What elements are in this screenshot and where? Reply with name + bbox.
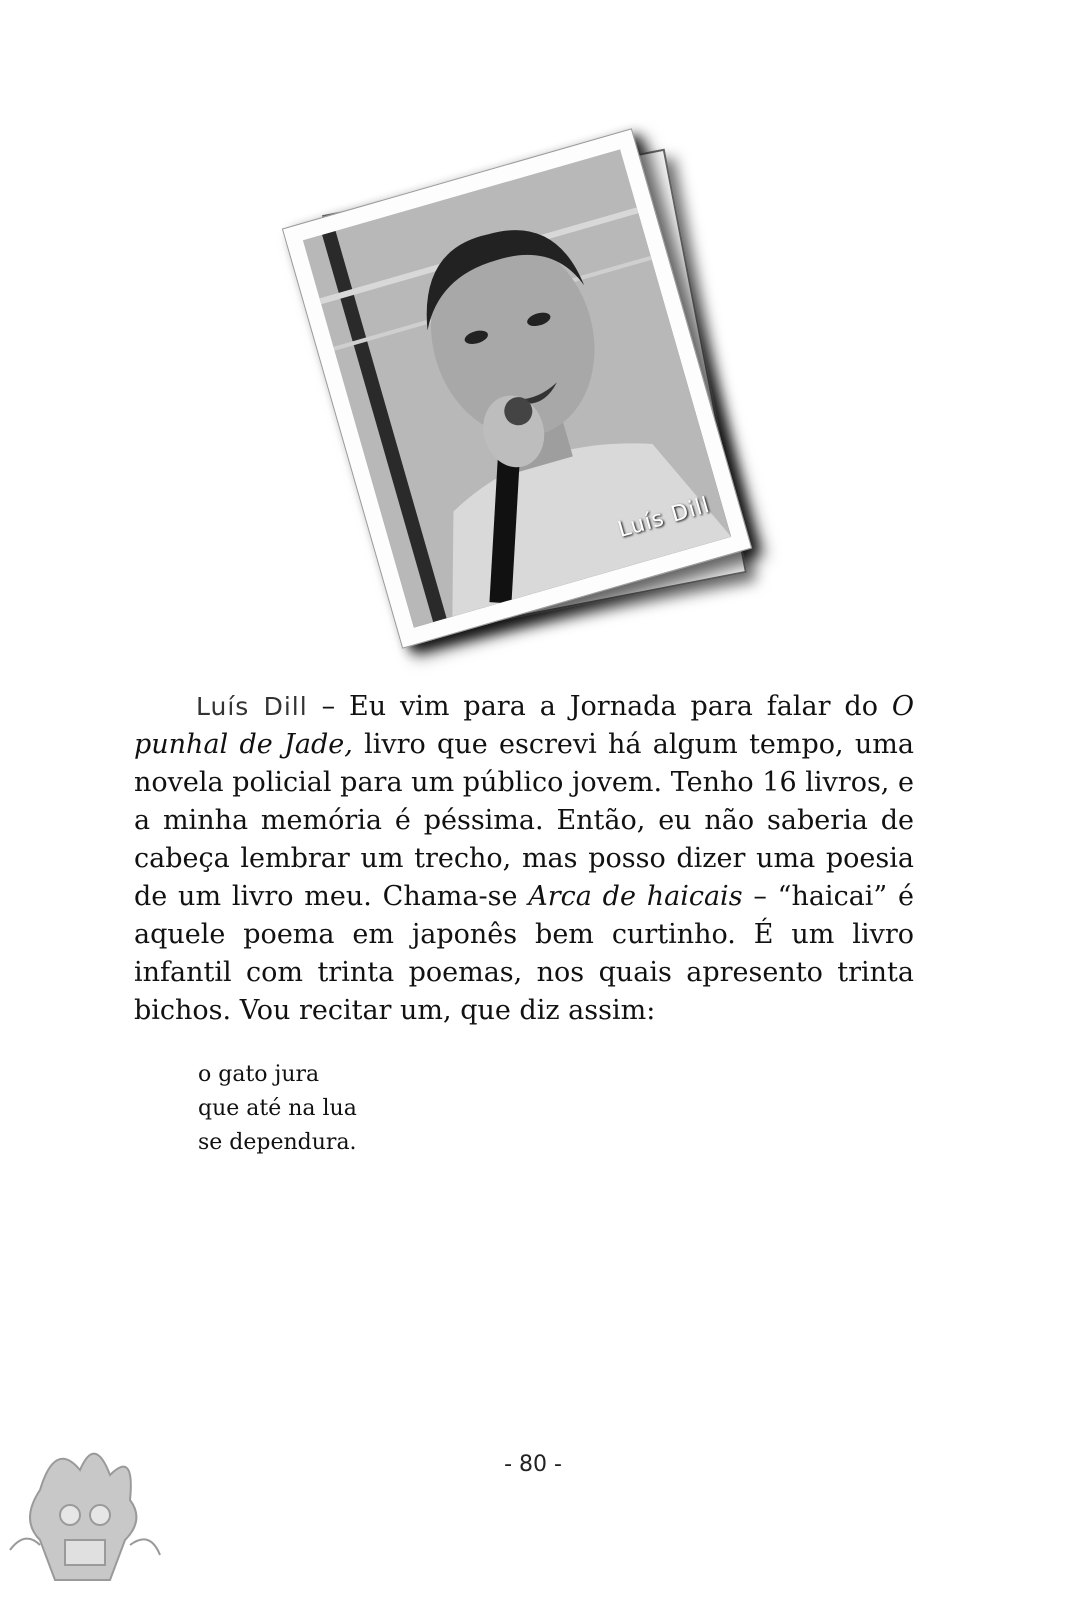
photo-caption: Luís Dill — [615, 492, 713, 544]
photo-stack — [0, 0, 1066, 700]
page-number: - 80 - — [504, 1452, 562, 1477]
poem-line: que até na lua — [198, 1096, 357, 1121]
poem-line: o gato jura — [198, 1062, 320, 1087]
text-segment: – Eu vim para a Jornada para falar do — [307, 691, 892, 722]
poem-line: se dependura. — [198, 1130, 357, 1155]
book-title: O punhal de Jade, — [134, 691, 914, 760]
body-paragraph — [134, 688, 914, 1030]
speaker-name: Luís Dill — [196, 692, 308, 721]
text-segment: – “haicai” é aquele poema em japonês bem curtinho. É um livro infantil com trinta poemas, nos quais apresento trinta bichos. Vou recitar um, que diz assim: — [134, 881, 914, 1026]
haiku-poem — [198, 1058, 357, 1160]
text-segment: livro que escrevi há algum tempo, uma novela policial para um público jovem. Tenho 16 livros, e a minha memória é péssima. Então, eu não saberia de cabeça lembrar um trecho, mas posso dizer uma poesia de um livro meu. Chama-se — [134, 729, 914, 912]
book-title: Arca de haicais — [528, 881, 743, 912]
mascot-icon — [0, 1430, 170, 1600]
